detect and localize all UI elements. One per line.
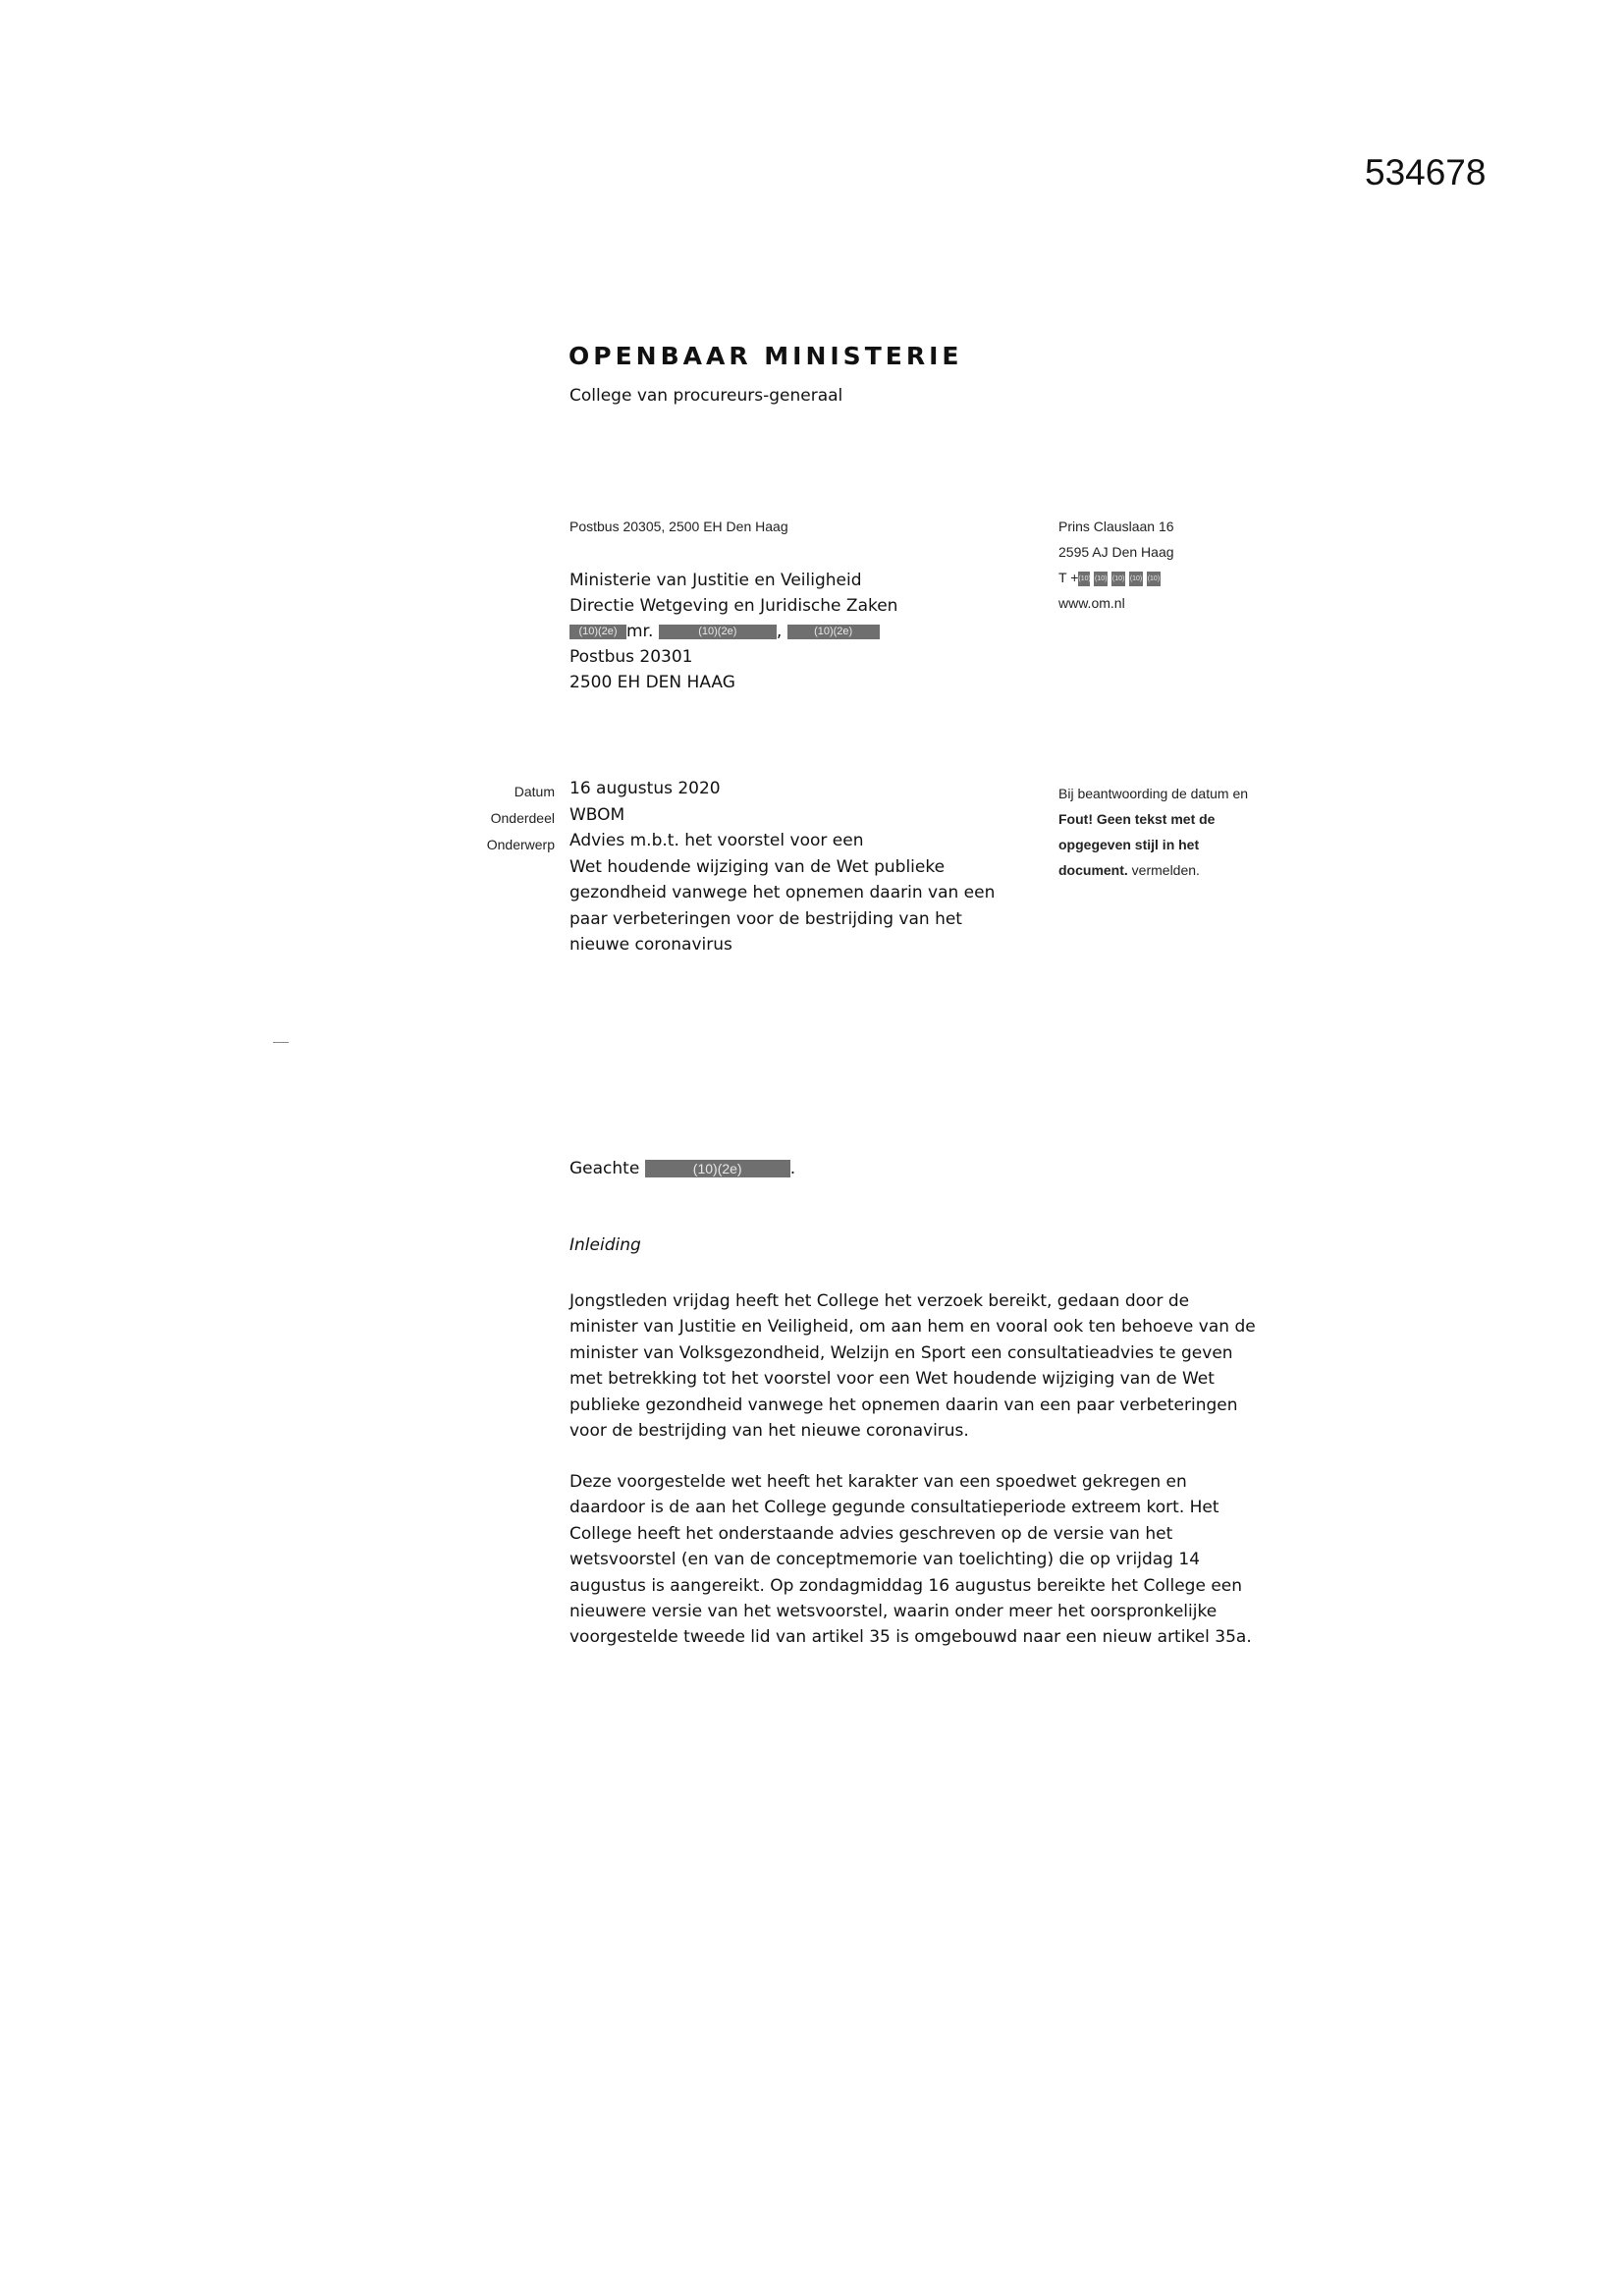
subject-line: gezondheid vanwege het opnemen daarin van een [569,883,996,902]
recipient-line: Postbus 20301 [569,647,693,667]
recipient-line: Ministerie van Justitie en Veiligheid [569,571,862,590]
subject-line: Advies m.b.t. het voorstel voor een [569,831,864,850]
paragraph-line: met betrekking tot het voorstel voor een Wet houdende wijziging van de Wet [569,1369,1215,1390]
salutation-suffix: . [789,1159,796,1178]
reference-rest: vermelden. [1127,862,1200,878]
paragraph-line: augustus is aangereikt. Op zondagmiddag 16 augustus bereikte het College een [569,1575,1243,1596]
meta-labels [422,781,555,860]
paragraph-line: voorgestelde tweede lid van artikel 35 is omgebouwd naar een nieuw artikel 35a. [569,1627,1252,1648]
recipient-address [569,568,897,695]
salutation-text: Geachte [569,1159,640,1178]
department-name: College van procureurs-generaal [569,386,843,406]
paragraph-line: daardoor is de aan het College gegunde consultatieperiode extreem kort. Het [569,1498,1219,1518]
organization-name: OPENBAAR MINISTERIE [568,342,963,370]
reference-line: opgegeven stijl in het [1058,837,1200,852]
paragraph-line: Jongstleden vrijdag heeft het College het verzoek bereikt, gedaan door de [569,1291,1190,1311]
phone-prefix: T + [1058,570,1079,585]
section-heading: Inleiding [569,1235,641,1255]
redaction-block: (10)(2e) [645,1160,790,1177]
redaction-block: (10)(2e) [569,625,626,639]
redaction-block: (10) [1111,572,1125,586]
paragraph-context [569,1469,1276,1651]
division-label: Onderdeel [490,810,555,826]
paragraph-line: nieuwere versie van het wetsvoorstel, waarin onder meer het oorspronkelijke [569,1602,1218,1622]
redaction-block: (10)(2e) [659,625,777,639]
paragraph-line: wetsvoorstel (en van de conceptmemorie van toelichting) die op vrijdag 14 [569,1550,1201,1570]
office-street: Prins Clauslaan 16 [1058,519,1174,534]
paragraph-line: College heeft het onderstaande advies geschreven op de versie van het [569,1523,1173,1544]
subject-line: paar verbeteringen voor de bestrijding van het [569,908,962,929]
redaction-block: (10) [1129,572,1143,586]
subject-line: nieuwe coronavirus [569,935,732,955]
paragraph-introduction [569,1288,1276,1444]
recipient-line [569,619,897,644]
paragraph-line: Deze voorgestelde wet heeft het karakter van een spoedwet gekregen en [569,1472,1187,1492]
date-value: 16 augustus 2020 [569,779,721,798]
recipient-line: Directie Wetgeving en Juridische Zaken [569,596,898,616]
redaction-block: (10) [1147,572,1161,586]
recipient-separator: , [776,622,783,641]
office-website: www.om.nl [1058,595,1125,611]
salutation [569,1159,795,1178]
redaction-block: (10) [1094,572,1108,586]
reference-line: Fout! Geen tekst met de [1058,811,1216,827]
office-address [1058,519,1174,621]
paragraph-line: voor de bestrijding van het nieuwe coronavirus. [569,1421,969,1442]
paragraph-line: minister van Justitie en Veiligheid, om aan hem en vooral ook ten behoeve van de [569,1317,1256,1338]
paragraph-line: publieke gezondheid vanwege het opnemen daarin van een paar verbeteringen [569,1394,1238,1415]
subject-label: Onderwerp [486,837,555,852]
paragraph-line: minister van Volksgezondheid, Welzijn en Sport een consultatieadvies te geven [569,1342,1233,1363]
recipient-title: mr. [626,622,654,641]
date-label: Datum [514,784,555,799]
division-value: WBOM [569,804,625,825]
office-phone [1058,570,1174,595]
office-postal: 2595 AJ Den Haag [1058,544,1174,560]
fold-mark [273,1042,289,1043]
reference-note [1058,781,1248,883]
sender-return-address: Postbus 20305, 2500 EH Den Haag [569,519,788,534]
subject-line: Wet houdende wijziging van de Wet publieke [569,856,946,877]
reference-line: Bij beantwoording de datum en [1058,786,1249,801]
redaction-block: (10)(2e) [787,625,880,639]
recipient-line: 2500 EH DEN HAAG [569,673,735,692]
reference-line [1058,857,1248,883]
redaction-block: (10) [1078,572,1090,586]
document-number: 534678 [1365,152,1487,192]
reference-bold: document. [1058,862,1128,878]
meta-values [569,776,1021,958]
